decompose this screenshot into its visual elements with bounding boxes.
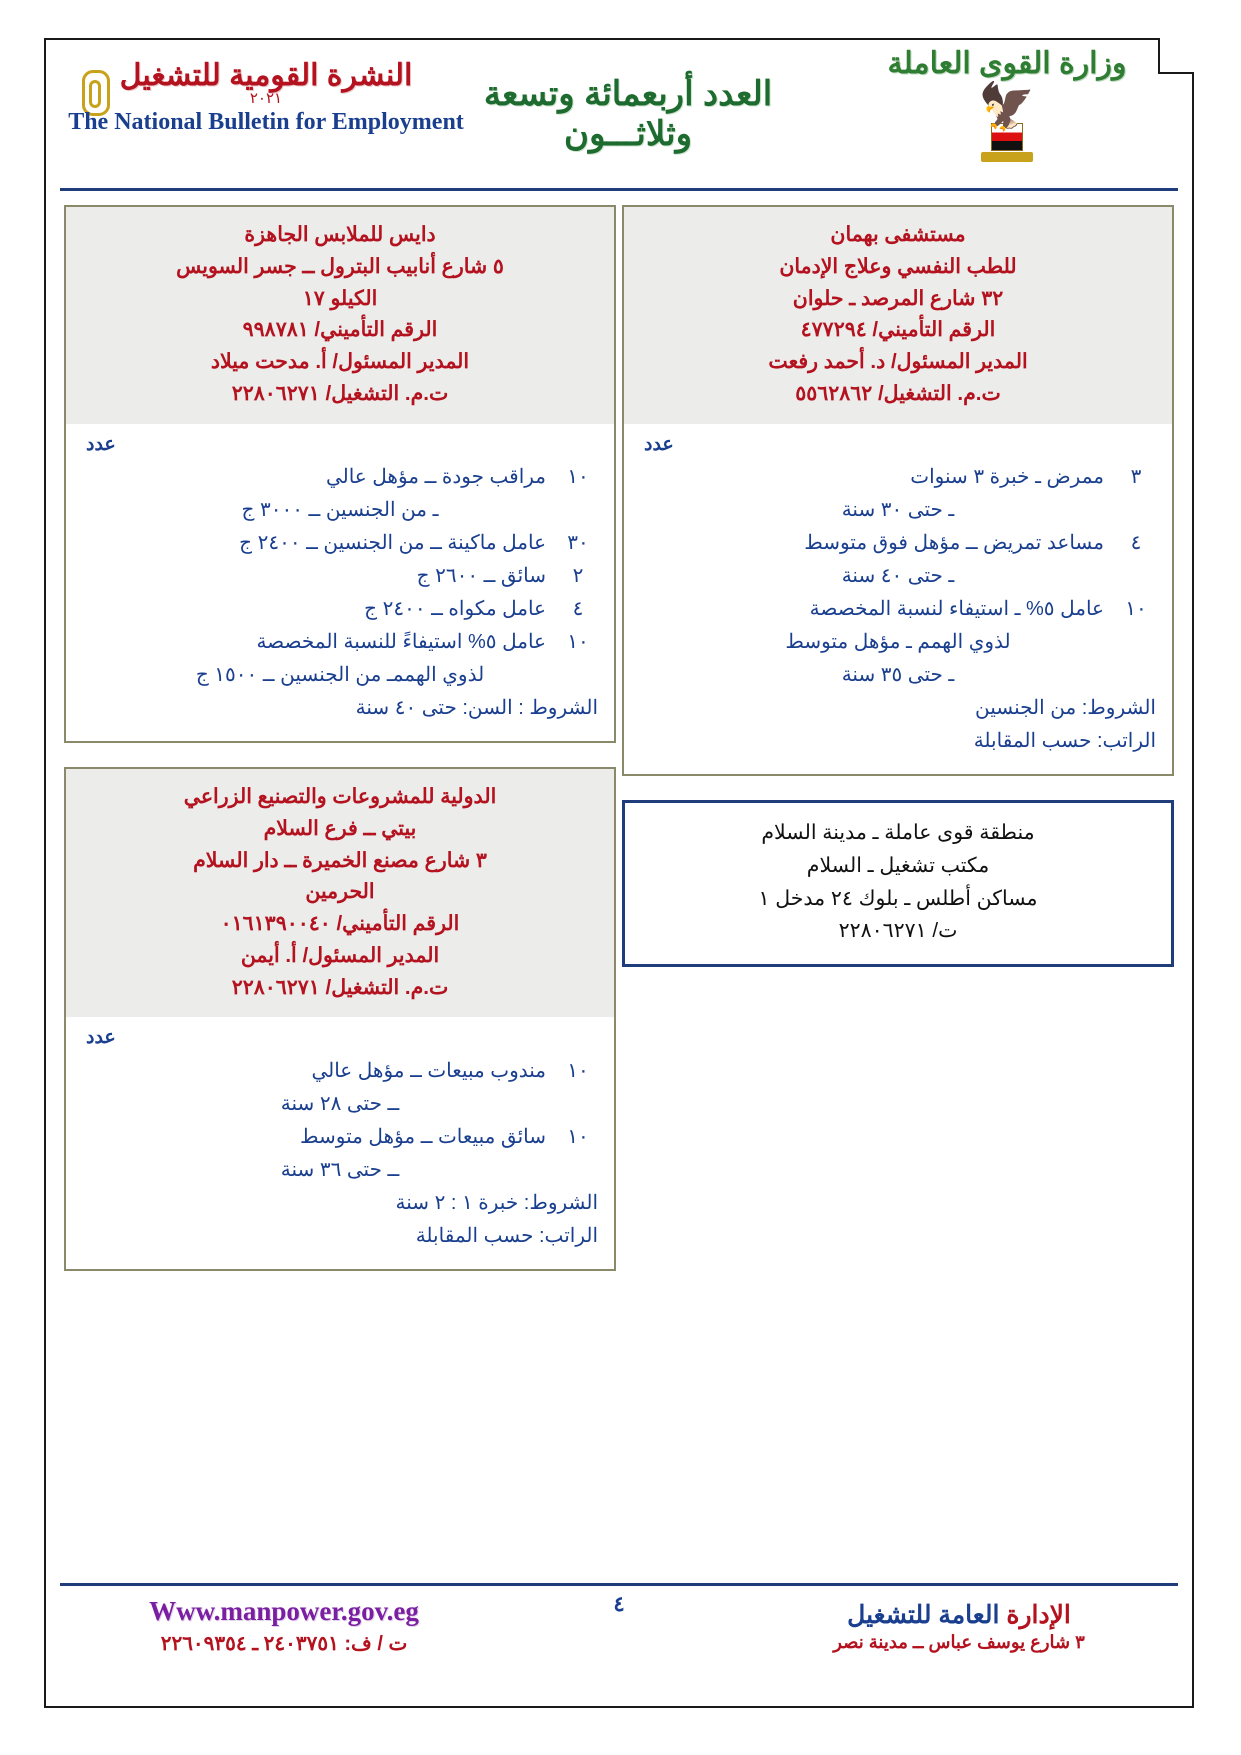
department-address: ٣ شارع يوسف عباس ــ مدينة نصر bbox=[833, 1632, 1085, 1652]
responsible-manager: المدير المسئول/ أ. أيمن bbox=[240, 943, 440, 967]
responsible-manager: المدير المسئول/ د. أحمد رفعت bbox=[768, 350, 1028, 374]
department-title-blue: العامة للتشغيل bbox=[847, 1601, 1000, 1629]
employment-phone: ت.م. التشغيل/ ٢٢٨٠٦٢٧١ bbox=[231, 975, 449, 999]
job-count: ١٠ bbox=[567, 1059, 589, 1082]
job-title: ممرض ـ خبرة ٣ سنوات bbox=[910, 466, 1104, 489]
employment-office-box bbox=[622, 800, 1174, 967]
listing-body-hospital bbox=[624, 424, 1172, 774]
employment-phone: ت.م. التشغيل/ ٢٢٨٠٦٢٧١ bbox=[231, 381, 449, 405]
job-title: مراقب جودة ــ مؤهل عالي bbox=[325, 466, 546, 489]
bulletin-sheet bbox=[44, 38, 1194, 1708]
listing-header-hospital bbox=[624, 207, 1172, 424]
responsible-manager: المدير المسئول/ أ. مدحت ميلاد bbox=[210, 350, 470, 374]
listing-body-agri bbox=[66, 1017, 614, 1268]
page-footer bbox=[60, 1583, 1178, 1692]
listing-header-clothes bbox=[66, 207, 614, 424]
job-count: ١٠ bbox=[1125, 598, 1147, 621]
listings-area bbox=[64, 205, 1174, 1595]
conditions-line: الشروط : السن: حتى ٤٠ سنة bbox=[355, 697, 598, 720]
employer-name: الدولية للمشروعات والتصنيع الزراعي bbox=[183, 785, 497, 809]
issue-title: العدد أربعمائة وتسعة وثلاثـــون bbox=[483, 75, 773, 153]
emblem-base bbox=[981, 152, 1033, 162]
office-address: مساكن أطلس ـ بلوك ٢٤ مدخل ١ bbox=[758, 886, 1038, 910]
job-count: ٢ bbox=[572, 565, 584, 588]
listing-header-agri bbox=[66, 769, 614, 1017]
column-right bbox=[622, 205, 1174, 967]
listing-body-clothes bbox=[66, 424, 614, 741]
employer-sub: للطب النفسي وعلاج الإدمان bbox=[779, 254, 1017, 278]
job-title: سائق مبيعات ــ مؤهل متوسط bbox=[300, 1125, 546, 1148]
job-row bbox=[82, 593, 598, 626]
job-count: ١٠ bbox=[567, 1125, 589, 1148]
job-title: مساعد تمريض ــ مؤهل فوق متوسط bbox=[804, 532, 1104, 555]
eagle-emblem-icon bbox=[976, 80, 1038, 157]
department-title bbox=[744, 1600, 1174, 1630]
salary-line: الراتب: حسب المقابلة bbox=[415, 1224, 598, 1247]
conditions-line: الشروط: خبرة ١ : ٢ سنة bbox=[395, 1191, 598, 1214]
salary-line: الراتب: حسب المقابلة bbox=[973, 730, 1156, 753]
count-label: عدد bbox=[86, 433, 116, 455]
job-title: عامل ٥% ـ استيفاء لنسبة المخصصة bbox=[809, 598, 1104, 621]
employer-address: ٣٢ شارع المرصد ـ حلوان bbox=[792, 286, 1004, 310]
job-detail: لذوي الهممـ من الجنسين ــ ١٥٠٠ ج bbox=[195, 664, 485, 687]
job-detail: ــ حتى ٢٨ سنة bbox=[280, 1092, 400, 1115]
listing-card-hospital bbox=[622, 205, 1174, 776]
job-title: سائق ــ ٢٦٠٠ ج bbox=[416, 565, 546, 588]
page-header bbox=[60, 40, 1178, 191]
bulletin-title-ar: النشرة القومية للتشغيل bbox=[119, 59, 413, 92]
header-bulletin-block bbox=[66, 58, 466, 136]
job-count: ١٠ bbox=[567, 466, 589, 489]
job-title: مندوب مبيعات ــ مؤهل عالي bbox=[311, 1059, 546, 1082]
job-detail: ـ من الجنسين ــ ٣٠٠٠ ج bbox=[241, 499, 439, 522]
footer-phones: ت / ف: ٢٤٠٣٧٥١ ـ ٢٢٦٠٩٣٥٤ bbox=[160, 1633, 408, 1655]
job-count: ٣٠ bbox=[567, 532, 589, 555]
job-detail: لذوي الهمم ـ مؤهل متوسط bbox=[785, 631, 1011, 654]
page-number: ٤ bbox=[613, 1593, 625, 1616]
office-phone: ت/ ٢٢٨٠٦٢٧١ bbox=[838, 919, 958, 943]
employer-name: دايس للملابس الجاهزة bbox=[244, 223, 436, 246]
employer-address-2: الحرمين bbox=[305, 880, 375, 904]
employer-address: ٥ شارع أنابيب البترول ــ جسر السويس bbox=[176, 254, 504, 278]
job-title: عامل ٥% استيفاءً للنسبة المخصصة bbox=[256, 631, 546, 654]
website-link[interactable]: Www.manpower.gov.eg bbox=[149, 1596, 419, 1626]
job-detail: ـ حتى ٤٠ سنة bbox=[841, 565, 955, 588]
count-label: عدد bbox=[86, 1027, 116, 1049]
insurance-number: الرقم التأميني/ ٠١٦١٣٩٠٠٤٠ bbox=[220, 912, 460, 936]
job-count: ٤ bbox=[1130, 532, 1142, 555]
bulletin-title-en: The National Bulletin for Employment bbox=[68, 109, 464, 135]
listing-card-agri bbox=[64, 767, 616, 1271]
employment-phone: ت.م. التشغيل/ ٥٥٦٢٨٦٢ bbox=[795, 381, 1001, 405]
job-row bbox=[82, 1121, 598, 1154]
footer-department-block bbox=[744, 1600, 1174, 1653]
job-count: ١٠ bbox=[567, 631, 589, 654]
job-detail: ـ حتى ٣٠ سنة bbox=[841, 499, 955, 522]
eagle-glyph: 🦅 bbox=[978, 80, 1036, 132]
employer-address-2: الكيلو ١٧ bbox=[302, 286, 378, 310]
office-region: منطقة قوى عاملة ـ مدينة السلام bbox=[761, 821, 1035, 845]
job-row bbox=[82, 560, 598, 593]
job-title: عامل ماكينة ــ من الجنسين ــ ٢٤٠٠ ج bbox=[239, 532, 546, 555]
job-row bbox=[82, 461, 598, 494]
bulletin-year: ٢٠٢١ bbox=[249, 90, 283, 107]
job-row bbox=[82, 1055, 598, 1088]
employer-address: ٣ شارع مصنع الخميرة ــ دار السلام bbox=[193, 848, 487, 872]
count-label: عدد bbox=[644, 433, 674, 455]
header-ministry-block bbox=[842, 46, 1172, 157]
ministry-name: وزارة القوى العاملة bbox=[887, 47, 1127, 80]
insurance-number: الرقم التأميني/ ٩٩٨٧٨١ bbox=[242, 318, 438, 342]
job-row bbox=[640, 593, 1156, 626]
job-row bbox=[640, 527, 1156, 560]
job-row bbox=[82, 527, 598, 560]
insurance-number: الرقم التأميني/ ٤٧٧٢٩٤ bbox=[800, 318, 996, 342]
listing-card-clothes bbox=[64, 205, 616, 743]
footer-contact-block bbox=[64, 1596, 504, 1656]
job-count: ٤ bbox=[572, 598, 584, 621]
office-name: مكتب تشغيل ـ السلام bbox=[806, 853, 990, 877]
job-title: عامل مكواه ــ ٢٤٠٠ ج bbox=[364, 598, 546, 621]
employer-branch: بيتي ــ فرع السلام bbox=[263, 816, 417, 840]
job-detail: ــ حتى ٣٦ سنة bbox=[280, 1158, 400, 1181]
column-left bbox=[64, 205, 616, 1295]
job-detail: ـ حتى ٣٥ سنة bbox=[841, 664, 955, 687]
conditions-line: الشروط: من الجنسين bbox=[975, 697, 1156, 720]
job-row bbox=[640, 461, 1156, 494]
job-count: ٣ bbox=[1130, 466, 1142, 489]
job-row bbox=[82, 626, 598, 659]
department-title-red: الإدارة bbox=[1006, 1601, 1071, 1629]
employer-name: مستشفى بهمان bbox=[830, 223, 966, 246]
